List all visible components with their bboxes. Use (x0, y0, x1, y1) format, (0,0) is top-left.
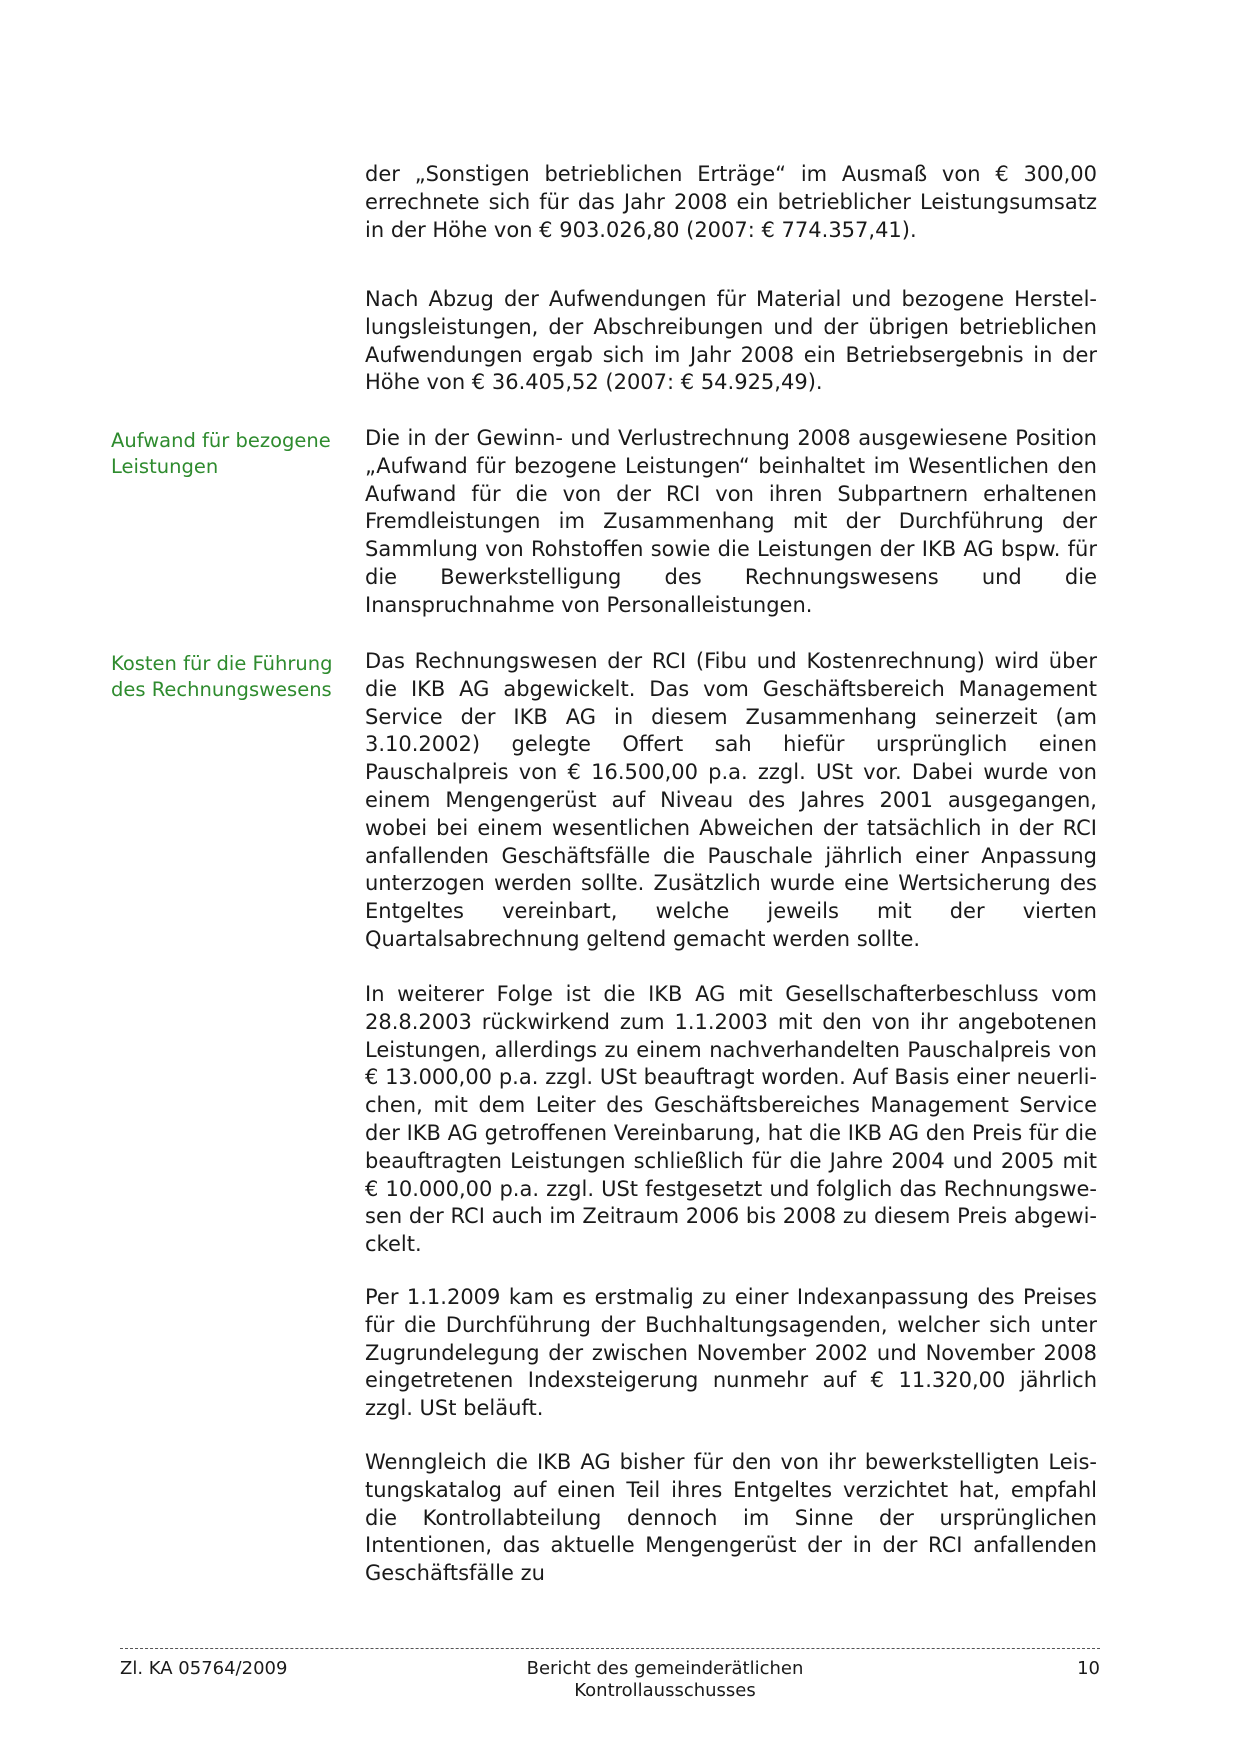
paragraph-betriebsergebnis: Nach Abzug der Aufwendungen für Material und bezogene Herstellungsleistungen, der Abschreibungen und der übrigen betrieblichen Aufwendungen ergab sich im Jahr 2008 ein Betriebsergebnis in der Höhe von € 36.405,52 (2007: € 54.925,49). (365, 287, 1097, 395)
footer-reference: Zl. KA 05764/2009 (120, 1658, 288, 1679)
margin-note-aufwand: Aufwand für bezogene Leistungen (111, 429, 331, 478)
margin-note-kosten-rechnungswesen: Kosten für die Führung des Rechnungswesens (111, 652, 333, 701)
paragraph-leistungsumsatz: der „Sonstigen betrieblichen Erträge“ im Ausmaß von € 300,00 errechnete sich für das Jahr 2008 ein betrieblicher Leistungsumsatz in der Höhe von € 903.026,80 (2007: € 774.357,41). (365, 162, 1097, 242)
paragraph-empfehlung: Wenngleich die IKB AG bisher für den von ihr bewerkstelligten Leistungskatalog auf einen Teil ihres Entgeltes verzichtet hat, empfahl die Kontrollabteilung dennoch im Sinne der ursprünglichen Intentionen, das aktuelle Mengengerüst der in der RCI anfallenden Geschäftsfälle zu (365, 1450, 1097, 1586)
page-number: 10 (1077, 1658, 1100, 1679)
footer-title: Bericht des gemeinderätlichen Kontrollausschusses (526, 1658, 804, 1701)
paragraph-rechnungswesen: Das Rechnungswesen der RCI (Fibu und Kostenrechnung) wird über die IKB AG abgewickelt. Das vom Geschäftsbereich Management Service der IKB AG in diesem Zusammenhang seinerzeit (am 3.10.2002) gelegte Offert sah hiefür ursprünglich einen Pauschalpreis von € 16.500,00 p.a. zzgl. USt vor. Dabei wurde von einem Mengengerüst auf Niveau des Jahres 2001 ausgegangen, wobei bei einem wesentlichen Abweichen der tatsächlich in der RCI anfallenden Geschäftsfälle die Pauschale jährlich einer Anpassung unterzogen werden sollte. Zusätzlich wurde eine Wertsicherung des Entgeltes vereinbart, welche jeweils mit der vierten Quartalsabrechnung geltend gemacht werden sollte. (365, 649, 1097, 951)
paragraph-aufwand-bezogene-leistungen: Die in der Gewinn- und Verlustrechnung 2008 ausgewiesene Position „Aufwand für bezogene Leistungen“ beinhaltet im Wesentlichen den Aufwand für die von der RCI von ihren Subpartnern erhaltenen Fremdleistungen im Zusammenhang mit der Durchführung der Sammlung von Rohstoffen sowie die Leistungen der IKB AG bspw. für die Bewerkstelligung des Rechnungswesens und die Inanspruchnahme von Personalleistungen. (365, 426, 1097, 617)
paragraph-indexanpassung: Per 1.1.2009 kam es erstmalig zu einer Indexanpassung des Preises für die Durchführung der Buchhaltungsagenden, welcher sich unter Zugrundelegung der zwischen November 2002 und November 2008 eingetretenen Indexsteigerung nunmehr auf € 11.320,00 jährlich zzgl. USt beläuft. (365, 1285, 1097, 1421)
paragraph-gesellschafterbeschluss: In weiterer Folge ist die IKB AG mit Gesellschafterbeschluss vom 28.8.2003 rückwirkend zum 1.1.2003 mit den von ihr angebotenen Leistungen, allerdings zu einem nachverhandelten Pauschalpreis von € 13.000,00 p.a. zzgl. USt beauftragt worden. Auf Basis einer neuerlichen, mit dem Leiter des Geschäftsbereiches Management Service der IKB AG getroffenen Vereinbarung, hat die IKB AG den Preis für die beauftragten Leistungen schließlich für die Jahre 2004 und 2005 mit € 10.000,00 p.a. zzgl. USt festgesetzt und folglich das Rechnungswesen der RCI auch im Zeitraum 2006 bis 2008 zu diesem Preis abgewickelt. (365, 982, 1097, 1257)
footer-divider (120, 1648, 1100, 1649)
